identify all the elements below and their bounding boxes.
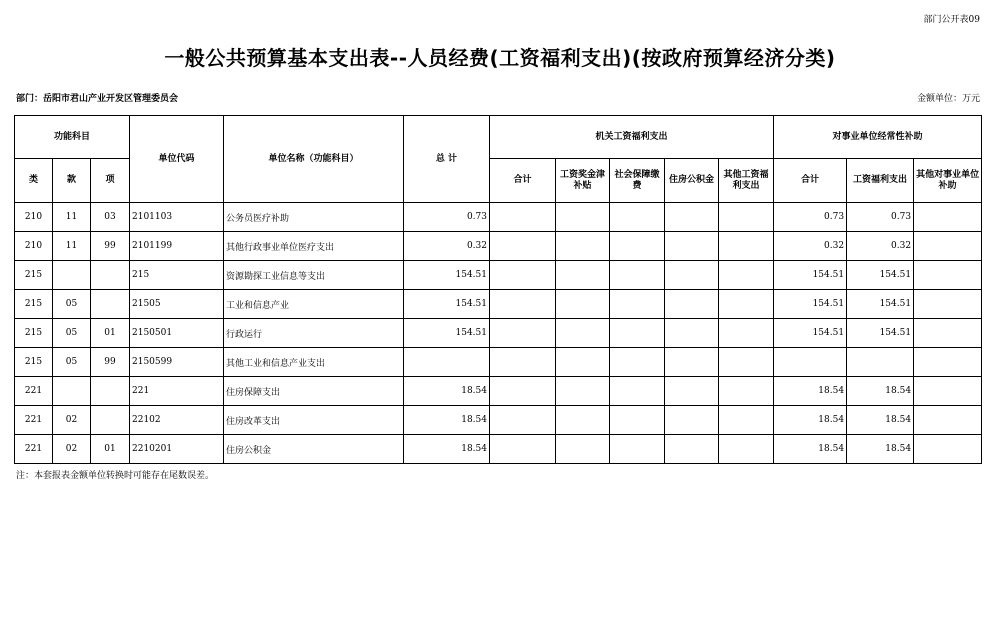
cell-lei: 215 <box>15 348 53 377</box>
cell-xiang: 99 <box>91 348 130 377</box>
header-kuan: 款 <box>53 159 91 203</box>
cell-agency-sum <box>490 377 556 406</box>
cell-agency-social <box>610 232 665 261</box>
cell-inst-salary: 154.51 <box>847 290 914 319</box>
cell-agency-sum <box>490 261 556 290</box>
cell-name: 住房改革支出 <box>224 406 404 435</box>
cell-xiang <box>91 377 130 406</box>
table-row <box>15 435 982 464</box>
cell-kuan: 11 <box>53 232 91 261</box>
form-number: 部门公开表09 <box>923 15 980 25</box>
cell-code: 215 <box>130 261 224 290</box>
cell-xiang <box>91 261 130 290</box>
cell-agency-housing <box>665 232 719 261</box>
cell-agency-social <box>610 377 665 406</box>
table-row <box>15 377 982 406</box>
cell-inst-other <box>914 377 982 406</box>
cell-kuan: 05 <box>53 319 91 348</box>
cell-total: 0.32 <box>404 232 490 261</box>
cell-agency-housing <box>665 290 719 319</box>
cell-agency-other <box>719 406 774 435</box>
cell-inst-other <box>914 435 982 464</box>
cell-lei: 215 <box>15 319 53 348</box>
cell-total: 154.51 <box>404 319 490 348</box>
cell-inst-other <box>914 232 982 261</box>
cell-inst-other <box>914 290 982 319</box>
cell-inst-sum: 18.54 <box>774 435 847 464</box>
cell-agency-salary <box>556 203 610 232</box>
header-func-subject: 功能科目 <box>15 116 130 159</box>
table-row <box>15 232 982 261</box>
header-inst-sum: 合计 <box>774 159 847 203</box>
cell-name: 资源勘探工业信息等支出 <box>224 261 404 290</box>
cell-agency-sum <box>490 290 556 319</box>
cell-agency-social <box>610 319 665 348</box>
cell-lei: 221 <box>15 406 53 435</box>
cell-code: 21505 <box>130 290 224 319</box>
table-row <box>15 290 982 319</box>
header-inst-salary: 工资福利支出 <box>847 159 914 203</box>
cell-agency-salary <box>556 348 610 377</box>
cell-agency-sum <box>490 406 556 435</box>
cell-agency-social <box>610 261 665 290</box>
table-row <box>15 261 982 290</box>
cell-agency-housing <box>665 348 719 377</box>
cell-lei: 215 <box>15 290 53 319</box>
cell-code: 2101103 <box>130 203 224 232</box>
cell-inst-salary: 154.51 <box>847 319 914 348</box>
cell-agency-housing <box>665 435 719 464</box>
cell-total: 0.73 <box>404 203 490 232</box>
cell-agency-housing <box>665 406 719 435</box>
cell-inst-other <box>914 348 982 377</box>
footnote: 注：本套报表金额单位转换时可能存在尾数误差。 <box>16 471 215 481</box>
cell-agency-other <box>719 319 774 348</box>
table-row <box>15 348 982 377</box>
cell-code: 2210201 <box>130 435 224 464</box>
cell-kuan <box>53 261 91 290</box>
cell-inst-sum: 0.32 <box>774 232 847 261</box>
cell-agency-other <box>719 203 774 232</box>
cell-kuan: 02 <box>53 406 91 435</box>
header-agency-group: 机关工资福利支出 <box>490 116 774 159</box>
cell-inst-salary: 18.54 <box>847 435 914 464</box>
cell-agency-salary <box>556 377 610 406</box>
cell-agency-social <box>610 203 665 232</box>
cell-agency-sum <box>490 348 556 377</box>
cell-inst-other <box>914 261 982 290</box>
cell-total: 18.54 <box>404 377 490 406</box>
cell-lei: 221 <box>15 377 53 406</box>
cell-inst-sum: 154.51 <box>774 261 847 290</box>
cell-inst-sum <box>774 348 847 377</box>
cell-code: 221 <box>130 377 224 406</box>
cell-kuan: 05 <box>53 348 91 377</box>
cell-xiang <box>91 406 130 435</box>
cell-agency-salary <box>556 290 610 319</box>
cell-code: 2150599 <box>130 348 224 377</box>
cell-lei: 221 <box>15 435 53 464</box>
cell-name: 公务员医疗补助 <box>224 203 404 232</box>
header-xiang: 项 <box>91 159 130 203</box>
cell-agency-other <box>719 290 774 319</box>
header-agency-social: 社会保障缴费 <box>610 159 665 203</box>
table-row <box>15 406 982 435</box>
table-row <box>15 203 982 232</box>
cell-lei: 210 <box>15 203 53 232</box>
cell-agency-social <box>610 435 665 464</box>
cell-code: 2150501 <box>130 319 224 348</box>
cell-inst-salary: 154.51 <box>847 261 914 290</box>
cell-xiang: 99 <box>91 232 130 261</box>
cell-code: 22102 <box>130 406 224 435</box>
page-title: 一般公共预算基本支出表--人员经费(工资福利支出)(按政府预算经济分类) <box>164 46 836 70</box>
cell-inst-salary <box>847 348 914 377</box>
cell-total: 154.51 <box>404 261 490 290</box>
cell-inst-salary: 0.73 <box>847 203 914 232</box>
header-agency-salary: 工资奖金津补贴 <box>556 159 610 203</box>
amount-unit-label: 金额单位：万元 <box>916 94 980 104</box>
cell-agency-salary <box>556 406 610 435</box>
header-total: 总 计 <box>404 116 490 203</box>
cell-total: 18.54 <box>404 435 490 464</box>
cell-kuan: 11 <box>53 203 91 232</box>
cell-agency-salary <box>556 232 610 261</box>
cell-agency-sum <box>490 232 556 261</box>
cell-name: 行政运行 <box>224 319 404 348</box>
cell-inst-salary: 18.54 <box>847 377 914 406</box>
header-institution-group: 对事业单位经常性补助 <box>774 116 982 159</box>
cell-total <box>404 348 490 377</box>
cell-xiang <box>91 290 130 319</box>
cell-code: 2101199 <box>130 232 224 261</box>
cell-agency-sum <box>490 435 556 464</box>
cell-name: 住房保障支出 <box>224 377 404 406</box>
cell-total: 18.54 <box>404 406 490 435</box>
cell-agency-housing <box>665 261 719 290</box>
cell-agency-salary <box>556 319 610 348</box>
cell-total: 154.51 <box>404 290 490 319</box>
cell-agency-other <box>719 377 774 406</box>
header-unit-name: 单位名称（功能科目） <box>224 116 404 203</box>
header-agency-sum: 合计 <box>490 159 556 203</box>
cell-agency-other <box>719 348 774 377</box>
cell-inst-other <box>914 319 982 348</box>
cell-inst-sum: 18.54 <box>774 377 847 406</box>
cell-kuan: 05 <box>53 290 91 319</box>
cell-agency-other <box>719 261 774 290</box>
cell-inst-sum: 0.73 <box>774 203 847 232</box>
header-inst-other: 其他对事业单位补助 <box>914 159 982 203</box>
cell-inst-other <box>914 406 982 435</box>
header-unit-code: 单位代码 <box>130 116 224 203</box>
cell-name: 住房公积金 <box>224 435 404 464</box>
cell-agency-sum <box>490 203 556 232</box>
cell-inst-salary: 0.32 <box>847 232 914 261</box>
cell-agency-sum <box>490 319 556 348</box>
cell-lei: 210 <box>15 232 53 261</box>
cell-name: 工业和信息产业 <box>224 290 404 319</box>
budget-table <box>14 115 982 464</box>
cell-agency-social <box>610 406 665 435</box>
cell-inst-salary: 18.54 <box>847 406 914 435</box>
cell-agency-other <box>719 232 774 261</box>
cell-kuan <box>53 377 91 406</box>
header-lei: 类 <box>15 159 53 203</box>
cell-xiang: 01 <box>91 435 130 464</box>
cell-agency-salary <box>556 435 610 464</box>
cell-lei: 215 <box>15 261 53 290</box>
cell-xiang: 03 <box>91 203 130 232</box>
cell-inst-sum: 154.51 <box>774 290 847 319</box>
cell-name: 其他工业和信息产业支出 <box>224 348 404 377</box>
cell-xiang: 01 <box>91 319 130 348</box>
cell-inst-other <box>914 203 982 232</box>
cell-agency-housing <box>665 319 719 348</box>
department-label: 部门：岳阳市君山产业开发区管理委员会 <box>16 94 179 104</box>
header-agency-housing: 住房公积金 <box>665 159 719 203</box>
cell-agency-salary <box>556 261 610 290</box>
cell-inst-sum: 154.51 <box>774 319 847 348</box>
table-row <box>15 319 982 348</box>
cell-agency-social <box>610 348 665 377</box>
cell-name: 其他行政事业单位医疗支出 <box>224 232 404 261</box>
cell-inst-sum: 18.54 <box>774 406 847 435</box>
cell-agency-housing <box>665 377 719 406</box>
cell-agency-social <box>610 290 665 319</box>
cell-agency-other <box>719 435 774 464</box>
header-agency-other: 其他工资福利支出 <box>719 159 774 203</box>
cell-agency-housing <box>665 203 719 232</box>
cell-kuan: 02 <box>53 435 91 464</box>
